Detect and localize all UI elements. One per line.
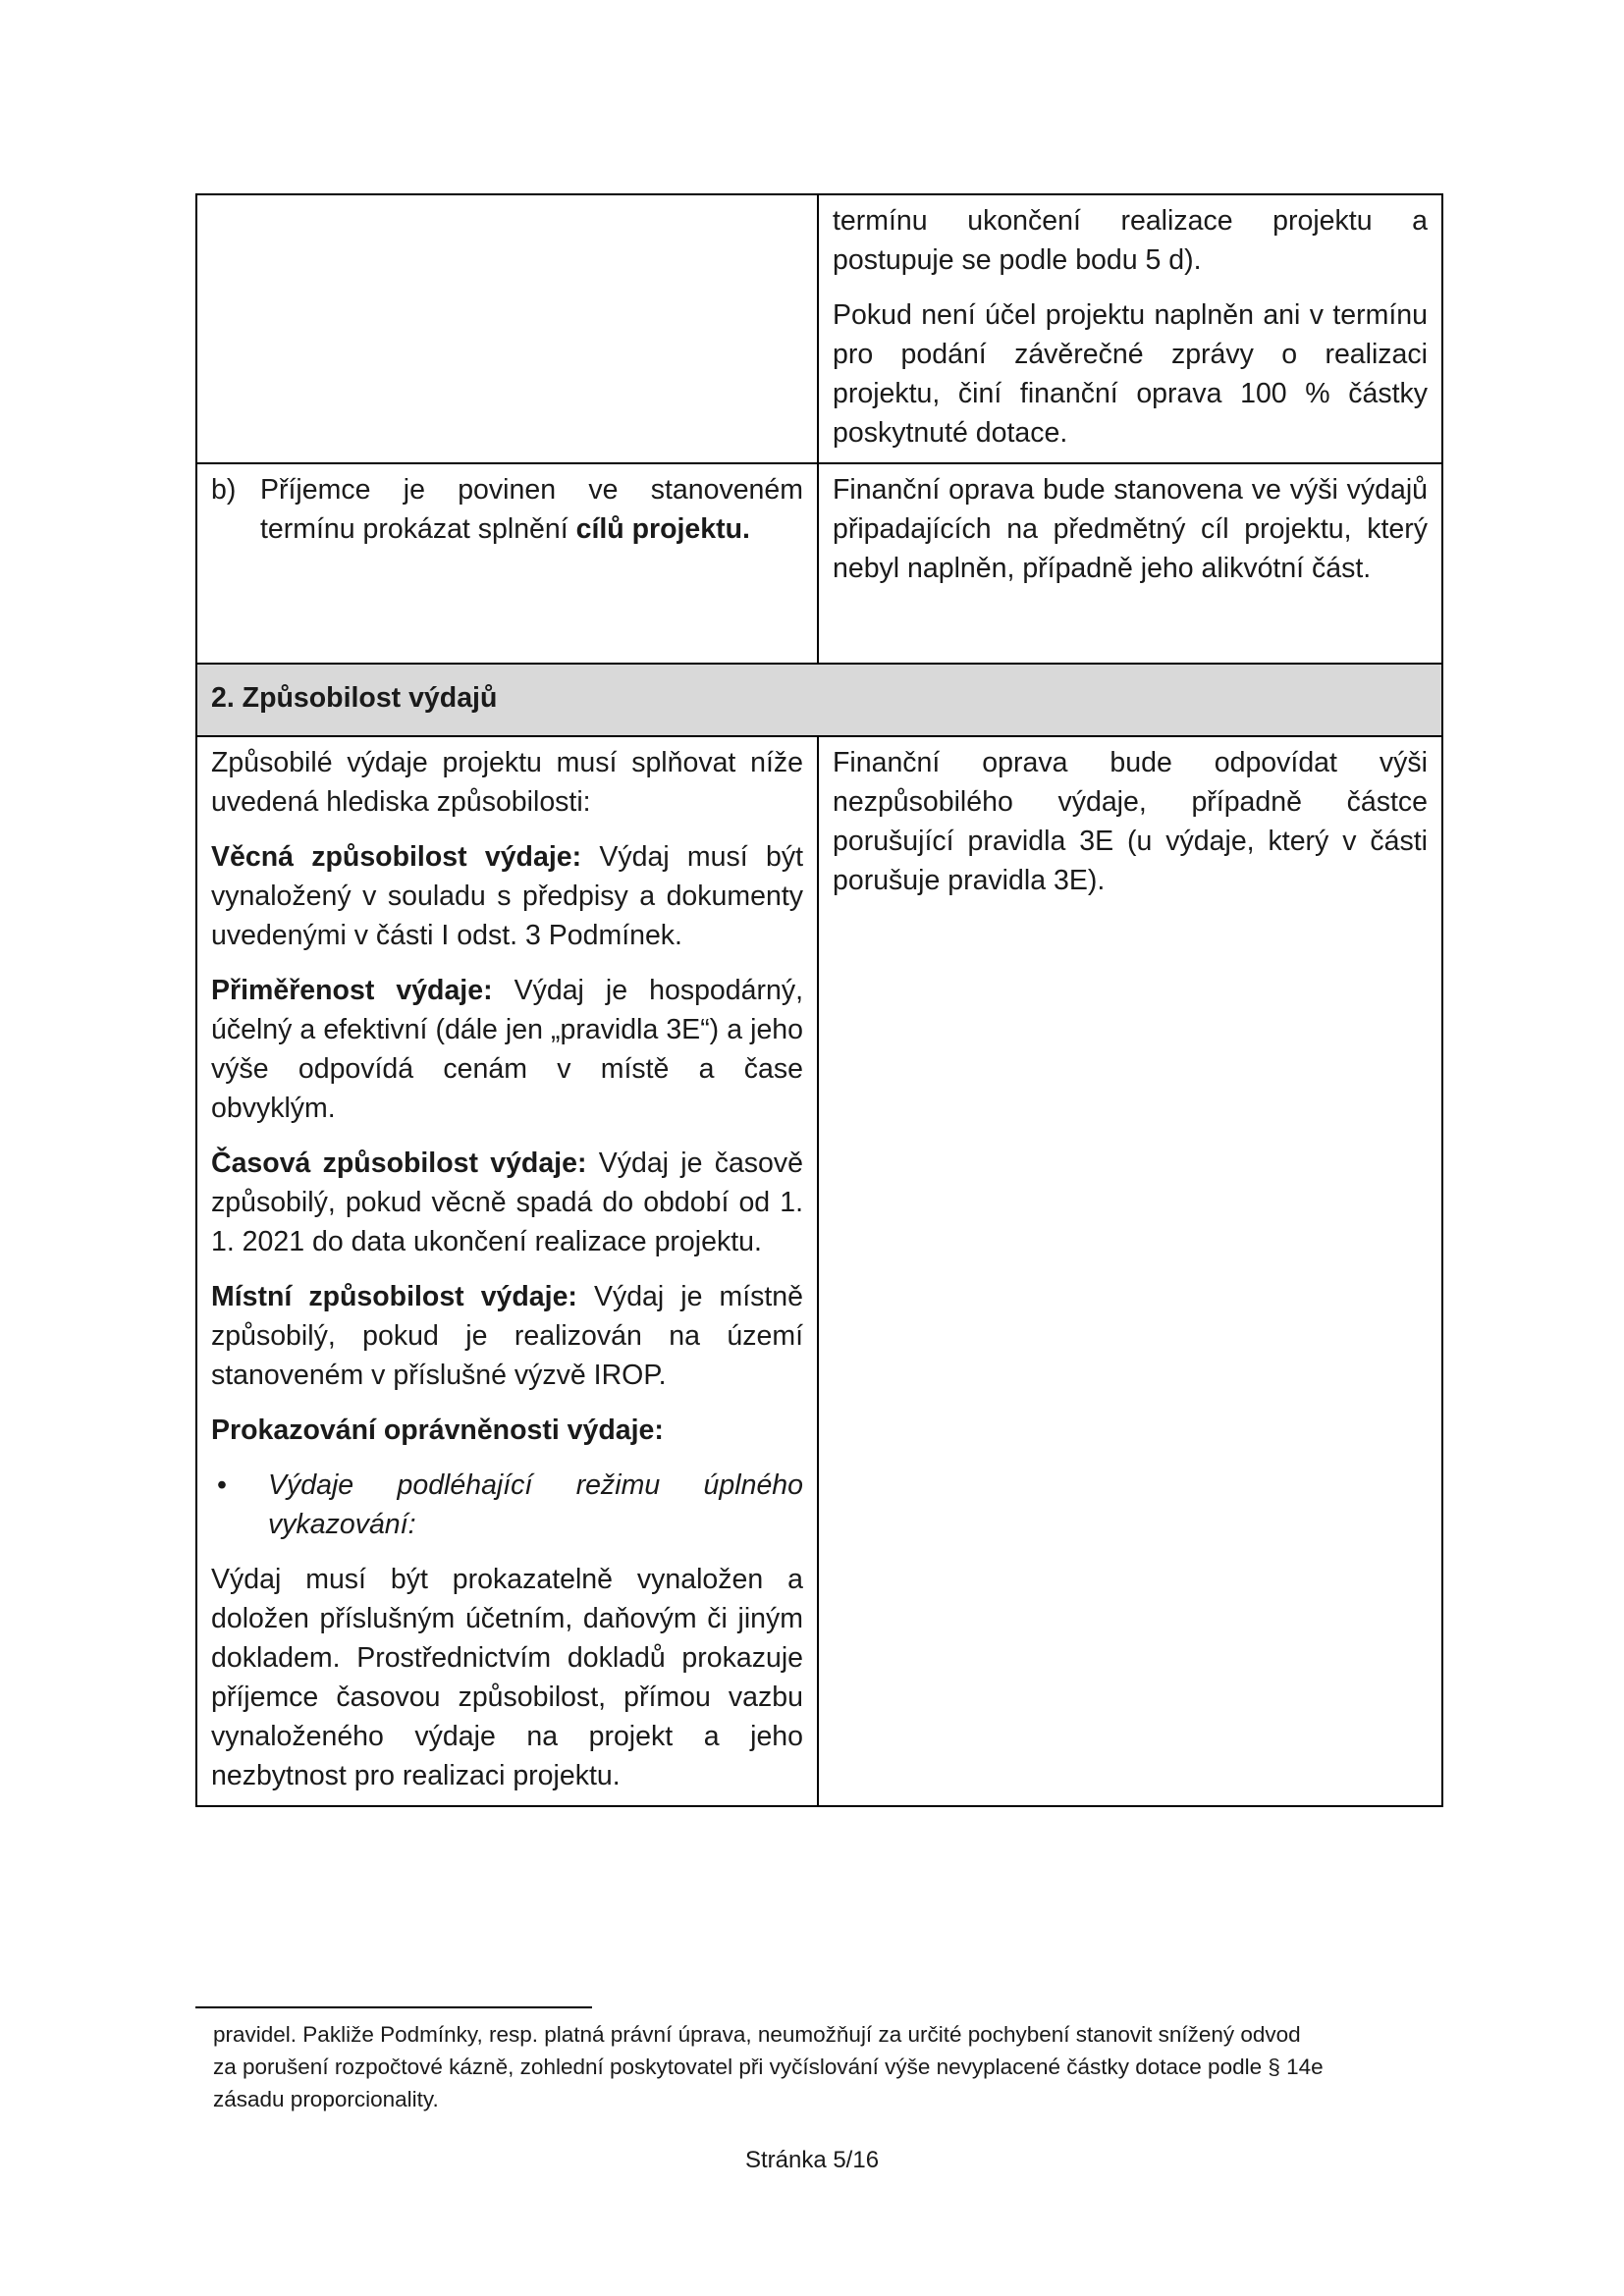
continuation-paragraph-2: Pokud není účel projektu naplněn ani v termínu pro podání závěrečné zprávy o realizaci projektu, činí finanční oprava 100 % částky poskytnuté dotace. xyxy=(833,299,1428,449)
continuation-left-cell xyxy=(196,194,818,463)
continuation-paragraph-1: termínu ukončení realizace projektu a postupuje se podle bodu 5 d). xyxy=(833,205,1428,276)
bullet-item-text: Výdaje podléhající režimu úplného vykazování: xyxy=(268,1469,803,1540)
criterion-location xyxy=(211,1277,803,1395)
condition-b-text-plain: Příjemce je povinen ve stanoveném termínu prokázat splnění xyxy=(260,474,803,545)
criterion-adequacy-label: Přiměřenost výdaje: xyxy=(211,975,493,1006)
footnote xyxy=(213,2018,1450,2115)
criterion-time-label: Časová způsobilost výdaje: xyxy=(211,1148,587,1179)
criterion-time-text: Výdaj je časově způsobilý, pokud věcně spadá do období od 1. 1. 2021 do data ukončení realizace projektu. xyxy=(211,1148,803,1257)
eligibility-row xyxy=(196,736,1442,1806)
criterion-material-label: Věcná způsobilost výdaje: xyxy=(211,841,582,873)
eligibility-correction-text: Finanční oprava bude odpovídat výši nezpůsobilého výdaje, případně částce porušující pravidla 3E (u výdaje, který v části porušuje pravidla 3E). xyxy=(833,747,1428,896)
criterion-adequacy xyxy=(211,971,803,1128)
criterion-material-text: Výdaj musí být vynaložený v souladu s předpisy a dokumenty uvedenými v části I odst. 3 Podmínek. xyxy=(211,841,803,951)
criterion-material xyxy=(211,837,803,955)
continuation-row xyxy=(196,194,1442,463)
footnote-line-2: za porušení rozpočtové kázně, zohlední poskytovatel při vyčíslování výše nevyplacené částky dotace podle § 14e xyxy=(213,2055,1324,2079)
page-number: Stránka 5/16 xyxy=(744,2147,880,2173)
eligibility-correction-cell xyxy=(818,736,1442,1806)
condition-b-text-bold: cílů projektu. xyxy=(575,513,750,545)
proof-heading-text: Prokazování oprávněnosti výdaje: xyxy=(211,1415,664,1446)
continuation-right-cell xyxy=(818,194,1442,463)
condition-b-item xyxy=(211,470,803,549)
conditions-table xyxy=(195,193,1443,1807)
bullet-marker: • xyxy=(217,1469,227,1501)
condition-b-text xyxy=(260,470,803,549)
footnote-line-1: pravidel. Pakliže Podmínky, resp. platná právní úprava, neumožňují za určité pochybení stanovit snížený odvod xyxy=(213,2022,1301,2047)
section-header-row xyxy=(196,664,1442,736)
bullet-item-full-reporting xyxy=(211,1466,803,1544)
criterion-location-label: Místní způsobilost výdaje: xyxy=(211,1281,577,1312)
proof-heading xyxy=(211,1411,803,1450)
criterion-location-text: Výdaj je místně způsobilý, pokud je realizován na území stanoveném v příslušné výzvě IROP. xyxy=(211,1281,803,1391)
eligibility-conditions-cell xyxy=(196,736,818,1806)
footnote-separator xyxy=(195,2006,592,2008)
row-b-correction-text: Finanční oprava bude stanovena ve výši výdajů připadajících na předmětný cíl projektu, který nebyl naplněn, případně jeho alikvótní část. xyxy=(833,474,1428,584)
criterion-adequacy-text: Výdaj je hospodárný, účelný a efektivní (dále jen „pravidla 3E“) a jeho výše odpovídá cenám v místě a čase obvyklým. xyxy=(211,975,803,1124)
section-header-cell: 2. Způsobilost výdajů xyxy=(196,664,1442,736)
footnote-line-3: zásadu proporcionality. xyxy=(213,2087,439,2111)
criterion-time xyxy=(211,1144,803,1261)
row-b xyxy=(196,463,1442,664)
eligibility-intro: Způsobilé výdaje projektu musí splňovat níže uvedená hlediska způsobilosti: xyxy=(211,747,803,818)
proof-closing-text: Výdaj musí být prokazatelně vynaložen a doložen příslušným účetním, daňovým či jiným dokladem. Prostřednictvím dokladů prokazuje příjemce časovou způsobilost, přímou vazbu vynaloženého výdaje na projekt a jeho nezbytnost pro realizaci projektu. xyxy=(211,1564,803,1791)
list-marker-b: b) xyxy=(211,474,237,506)
row-b-correction-cell xyxy=(818,463,1442,664)
row-b-condition-cell xyxy=(196,463,818,664)
